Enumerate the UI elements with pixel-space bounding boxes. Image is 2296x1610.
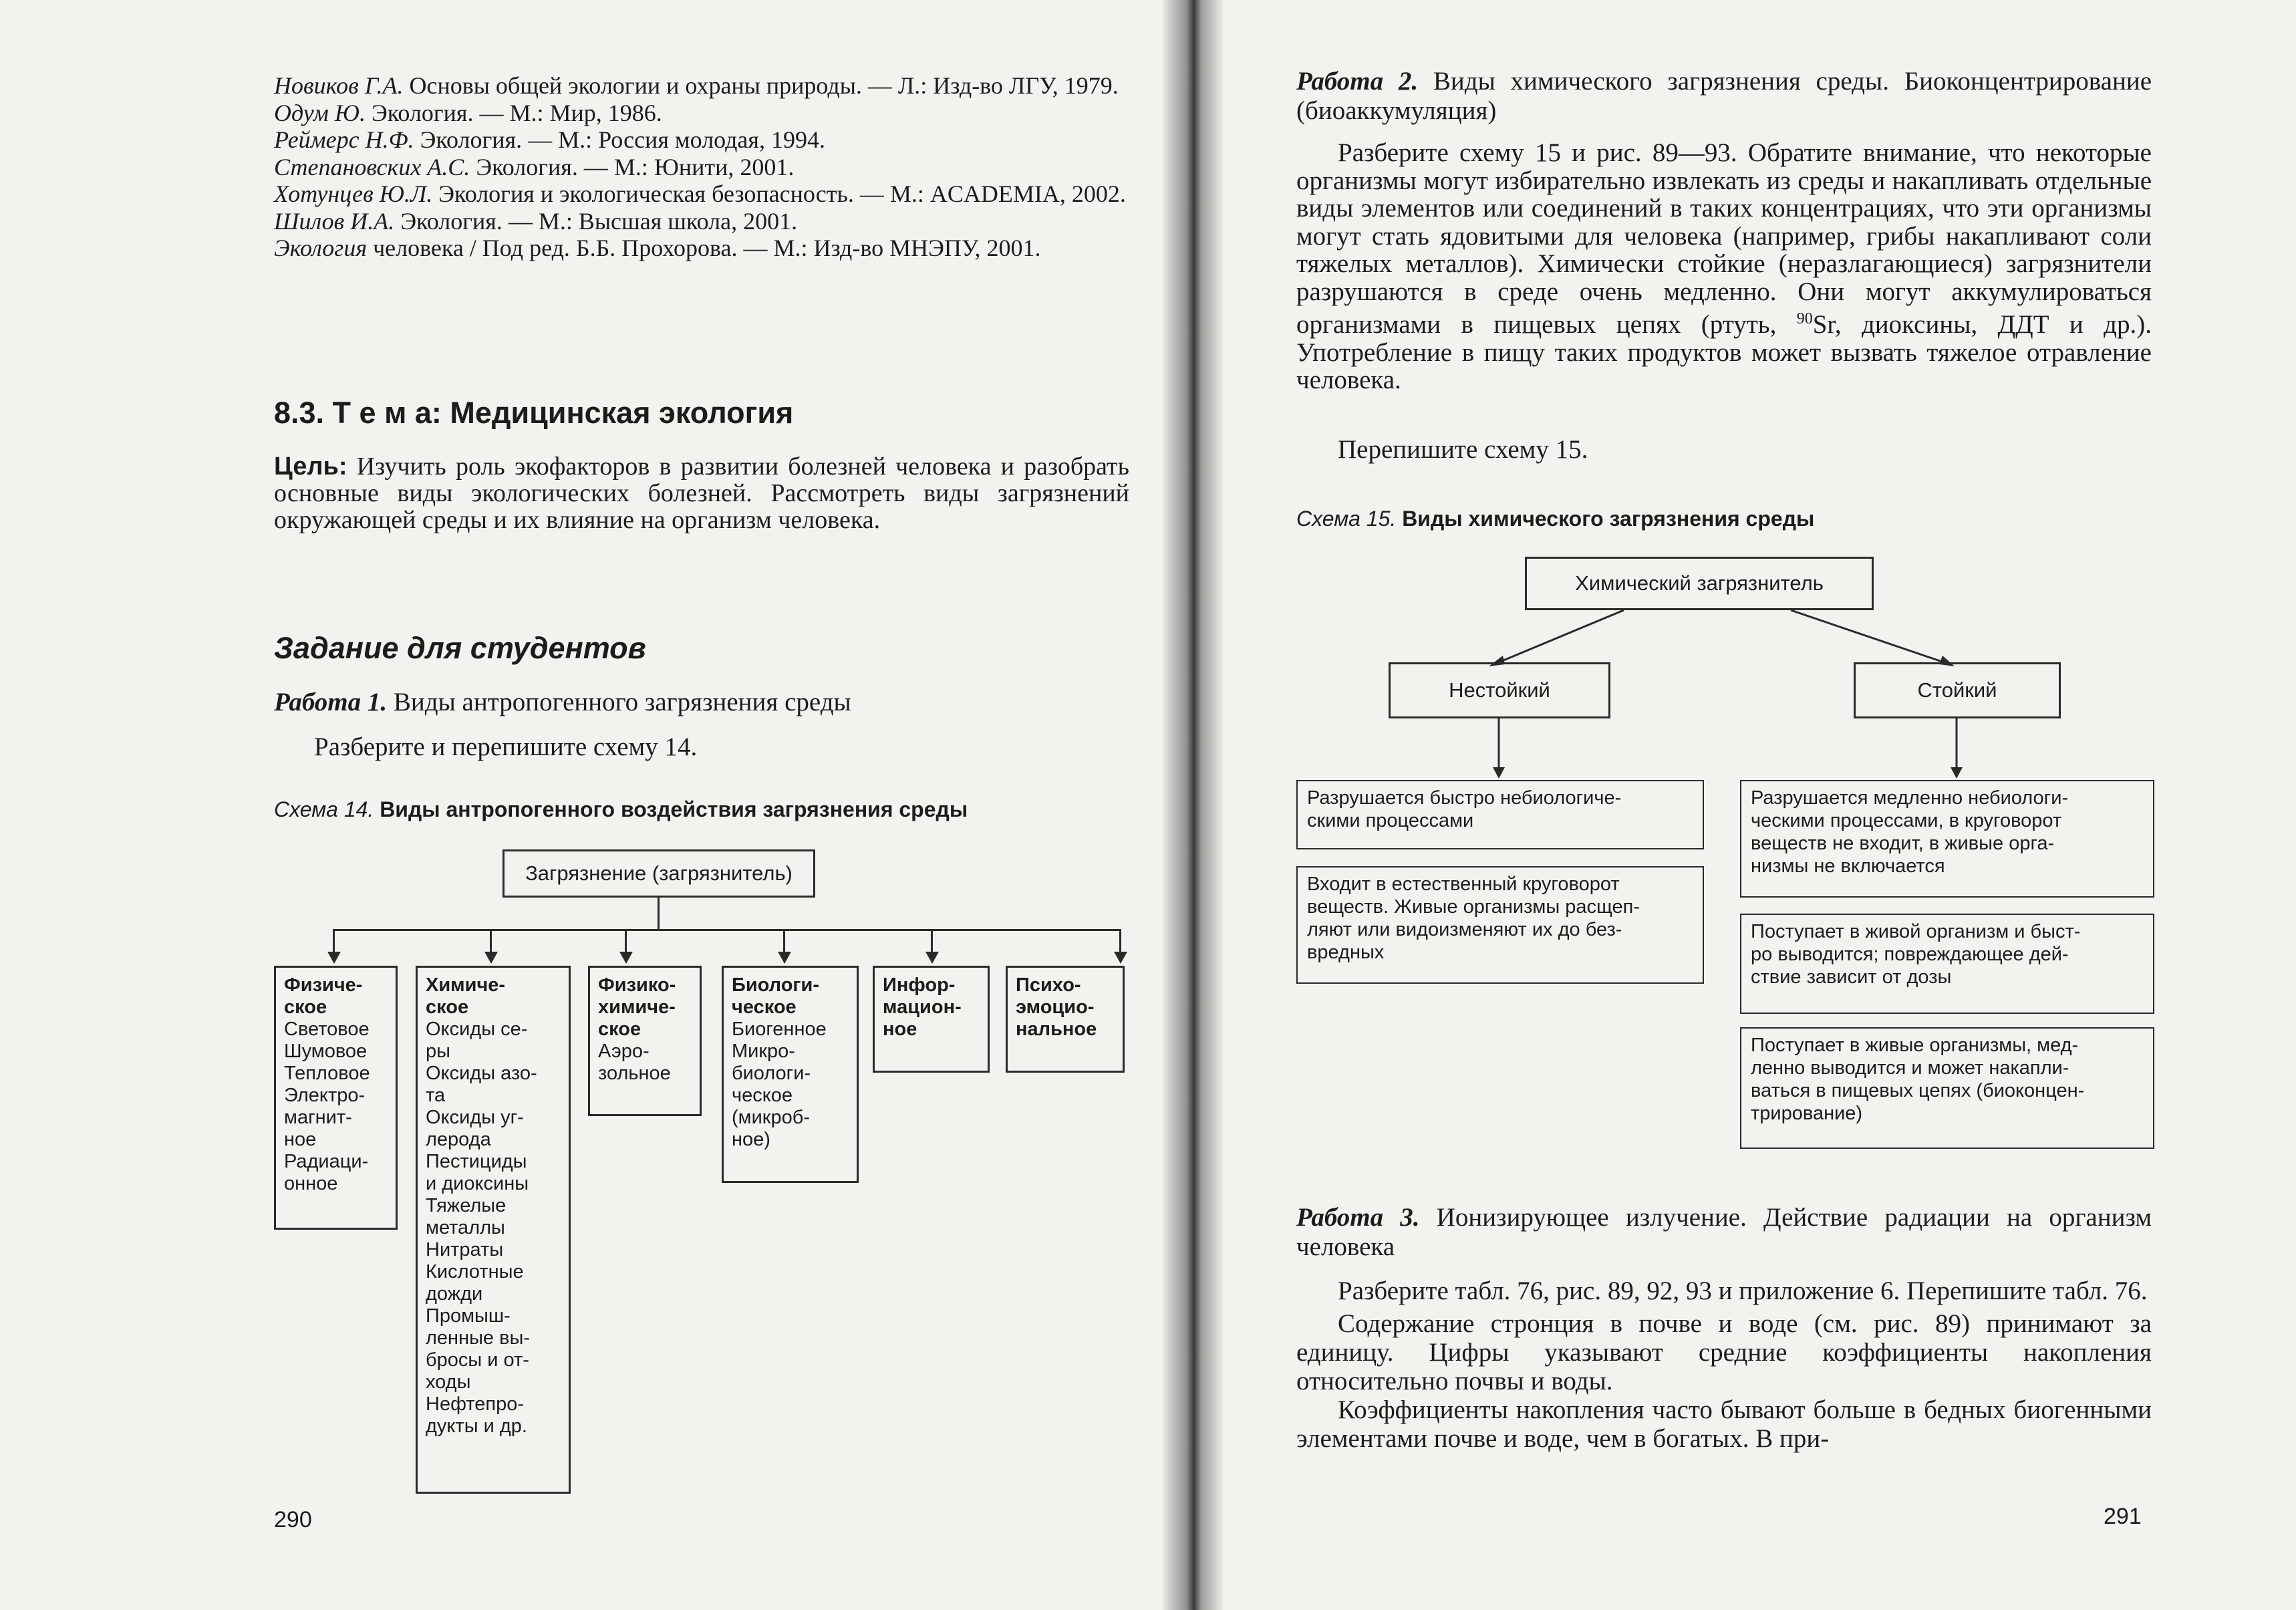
scheme14-box-physicochemical: Физико- химиче- ское Аэро- зольное: [588, 966, 702, 1116]
scheme14-connector: [931, 929, 933, 952]
job2-instruction: Перепишите схему 15.: [1338, 435, 1588, 464]
scheme14-connector: [1119, 929, 1121, 952]
reference-item: Одум Ю. Экология. — М.: Мир, 1986.: [274, 99, 662, 126]
scheme14-connector: [333, 929, 335, 952]
scheme14-connector: [490, 929, 492, 952]
job3-paragraph: Разберите табл. 76, рис. 89, 92, 93 и приложение 6. Перепишите табл. 76.: [1338, 1277, 2148, 1305]
scheme14-box-chemical: Химиче- ское Оксиды се- ры Оксиды азо- та Оксиды уг- лерода Пестициды и диоксины Тяжелые металлы Нитраты Кислотные дожди Промыш- ленные вы- бросы и от- ходы Нефтепро- дукты и др.: [416, 966, 571, 1494]
scheme14-root-box: Загрязнение (загрязнитель): [503, 849, 815, 898]
reference-item: Экология человека / Под ред. Б.Б. Прохорова. — М.: Изд-во МНЭПУ, 2001.: [274, 235, 1041, 261]
scheme14-box-biological: Биологи- ческое Биогенное Микро- биологи- ческое (микроб- ное): [722, 966, 859, 1183]
scheme14-box-informational: Инфор- мацион- ное: [873, 966, 990, 1073]
scheme14-connector: [333, 929, 1120, 931]
job1-instruction: Разберите и перепишите схему 14.: [314, 732, 698, 761]
scheme14-arrow: [925, 952, 939, 964]
job3-paragraph: Коэффициенты накопления часто бывают больше в бедных биогенными элементами почве и воде, чем в богатых. В при-: [1296, 1395, 2152, 1453]
scheme15-stable-item: Поступает в живые организмы, мед- ленно выводится и может накапли- ваться в пищевых цепях (биоконцен- трирование): [1740, 1027, 2154, 1149]
scheme14-connector: [625, 929, 627, 952]
scheme15-stable-item: Поступает в живой организм и быст- ро выводится; повреждающее дей- ствие зависит от дозы: [1740, 914, 2154, 1014]
scheme14-arrow: [778, 952, 791, 964]
scheme15-box-unstable: Нестойкий: [1389, 662, 1610, 718]
book-gutter: [1163, 0, 1223, 1610]
scheme14-arrow: [1114, 952, 1127, 964]
scheme15-unstable-item: Входит в естественный круговорот веществ. Живые организмы расщеп- ляют или видоизменяют их до без- вредных: [1296, 866, 1704, 984]
section-title: 8.3. Т е м а: Медицинская экология: [274, 396, 794, 430]
scheme15-root-box: Химический загрязнитель: [1525, 557, 1874, 610]
task-heading: Задание для студентов: [274, 631, 646, 665]
scheme15-box-stable: Стойкий: [1854, 662, 2061, 718]
job2-paragraph: Разберите схему 15 и рис. 89—93. Обратите внимание, что некоторые организмы могут избирательно извлекать из среды и накапливать отдельные виды элементов или соединений в таких концентрациях, что эти организмы могут стать ядовитыми для человека (например, грибы накапливают соли тяжелых металлов). Химически стойкие (неразлагающиеся) загрязнители разрушаются в среде очень медленно. Они могут аккумулироваться организмами в пищевых цепях (ртуть, $^{90}$Sr, диоксины, ДДТ и др.). Употребление в пищу таких продуктов может вызвать тяжелое отравление человека.: [1296, 138, 2152, 394]
scheme15-unstable-item: Разрушается быстро небиологиче- скими процессами: [1296, 780, 1704, 849]
goal-paragraph: Цель: Изучить роль экофакторов в развитии болезней человека и разобрать основные виды экологических болезней. Рассмотреть виды загрязнений окружающей среды и их влияние на организм человека.: [274, 452, 1129, 534]
page-number-right: 291: [2104, 1504, 2142, 1529]
job3-heading: Работа 3. Ионизирующее излучение. Действие радиации на организм человека: [1296, 1203, 2152, 1261]
job2-heading: Работа 2. Виды химического загрязнения среды. Биоконцентрирование (биоаккумуляция): [1296, 67, 2152, 125]
scheme14-box-physical: Физиче- ское Световое Шумовое Тепловое Электро- магнит- ное Радиаци- онное: [274, 966, 398, 1230]
scheme14-box-psychoemotional: Психо- эмоцио- нальное: [1006, 966, 1125, 1073]
scheme14-arrow: [619, 952, 633, 964]
reference-item: Шилов И.А. Экология. — М.: Высшая школа, 2001.: [274, 207, 798, 235]
references-list: [274, 72, 1129, 262]
page-number-left: 290: [274, 1507, 312, 1532]
reference-item: Реймерс Н.Ф. Экология. — М.: Россия молодая, 1994.: [274, 126, 825, 153]
scheme14-arrow: [484, 952, 498, 964]
job3-paragraph: Содержание стронция в почве и воде (см. рис. 89) принимают за единицу. Цифры указывают средние коэффициенты накопления относительно почвы и воды.: [1296, 1309, 2152, 1395]
scheme14-connector: [658, 898, 660, 930]
scheme15-stable-item: Разрушается медленно небиологи- ческими процессами, в круговорот веществ не входит, в живые орга- низмы не включается: [1740, 780, 2154, 898]
scheme15-caption: Схема 15. Виды химического загрязнения среды: [1296, 507, 1815, 531]
reference-item: Новиков Г.А. Основы общей экологии и охраны природы. — Л.: Изд-во ЛГУ, 1979.: [274, 72, 1119, 99]
scheme14-arrow: [327, 952, 341, 964]
job1-heading: Работа 1. Виды антропогенного загрязнения среды: [274, 688, 851, 716]
job3-body: [1296, 1277, 2152, 1453]
scheme14-caption: Схема 14. Виды антропогенного воздействия загрязнения среды: [274, 797, 968, 821]
reference-item: Хотунцев Ю.Л. Экология и экологическая безопасность. — М.: ACADEMIA, 2002.: [274, 180, 1126, 207]
scheme14-connector: [783, 929, 785, 952]
reference-item: Степановских А.С. Экология. — М.: Юнити, 2001.: [274, 153, 795, 180]
